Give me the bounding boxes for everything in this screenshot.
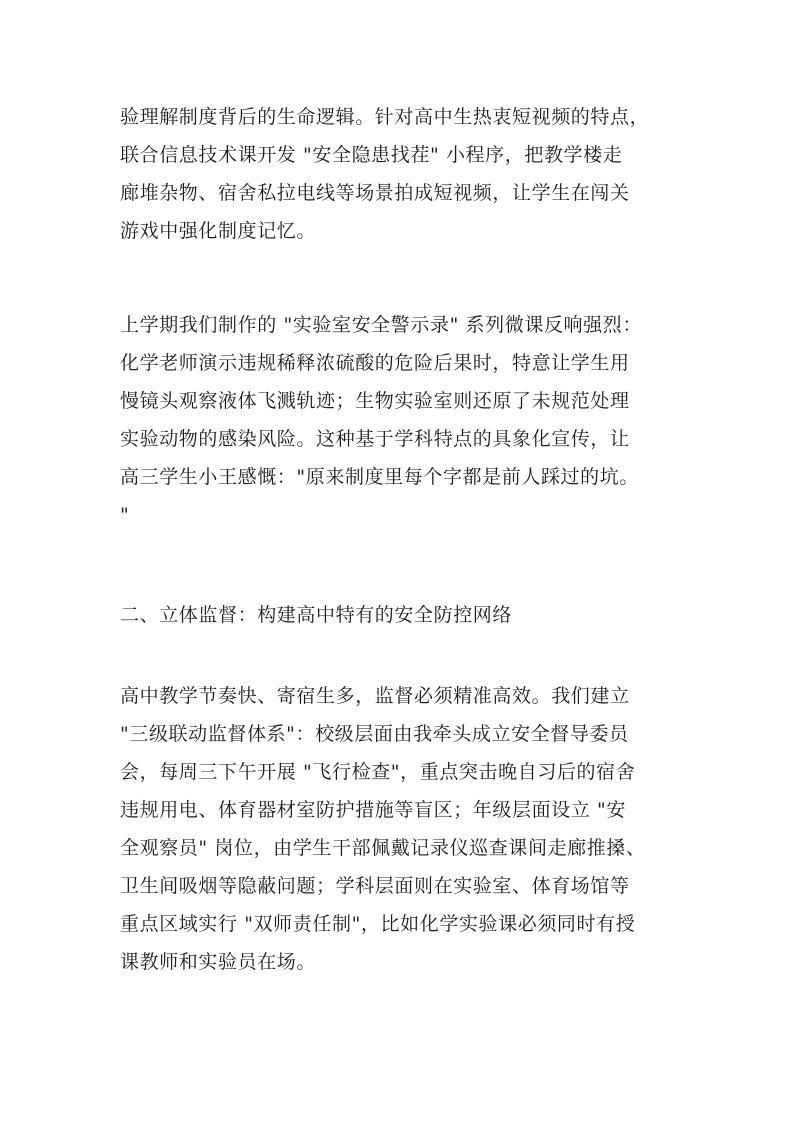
paragraph-2-line-6: "	[120, 504, 130, 526]
paragraph-3-line-1: 高中教学节奏快、寄宿生多，监督必须精准高效。我们建立	[120, 685, 630, 707]
paragraph-3-line-4: 违规用电、体育器材室防护措施等盲区；年级层面设立 "安	[120, 799, 626, 821]
paragraph-1-line-3: 廊堆杂物、宿舍私拉电线等场景拍成短视频，让学生在闯关	[120, 182, 630, 204]
paragraph-1-line-2: 联合信息技术课开发 "安全隐患找茬" 小程序，把教学楼走	[120, 144, 623, 166]
section-heading: 二、立体监督：构建高中特有的安全防控网络	[120, 604, 513, 626]
paragraph-3-line-3: 会，每周三下午开展 "飞行检查"，重点突击晚自习后的宿舍	[120, 761, 636, 783]
paragraph-2-line-5: 高三学生小王感慨："原来制度里每个字都是前人踩过的坑。	[120, 466, 639, 488]
paragraph-2-line-1: 上学期我们制作的 "实验室安全警示录" 系列微课反响强烈：	[120, 314, 642, 336]
paragraph-1-line-4: 游戏中强化制度记忆。	[120, 220, 317, 242]
paragraph-3-line-2: "三级联动监督体系"：校级层面由我牵头成立安全督导委员	[120, 723, 629, 745]
paragraph-2-line-2: 化学老师演示违规稀释浓硫酸的危险后果时，特意让学生用	[120, 352, 630, 374]
paragraph-3-line-5: 全观察员" 岗位，由学生干部佩戴记录仪巡查课间走廊推搡、	[120, 837, 646, 859]
paragraph-3-line-6: 卫生间吸烟等隐蔽问题；学科层面则在实验室、体育场馆等	[120, 875, 630, 897]
paragraph-2-line-4: 实验动物的感染风险。这种基于学科特点的具象化宣传，让	[120, 428, 630, 450]
paragraph-3-line-7: 重点区域实行 "双师责任制"，比如化学实验课必须同时有授	[120, 913, 636, 935]
paragraph-3-line-8: 课教师和实验员在场。	[120, 951, 317, 973]
paragraph-1-line-1: 验理解制度背后的生命逻辑。针对高中生热衷短视频的特点，	[120, 106, 650, 128]
paragraph-2-line-3: 慢镜头观察液体飞溅轨迹；生物实验室则还原了未规范处理	[120, 390, 630, 412]
